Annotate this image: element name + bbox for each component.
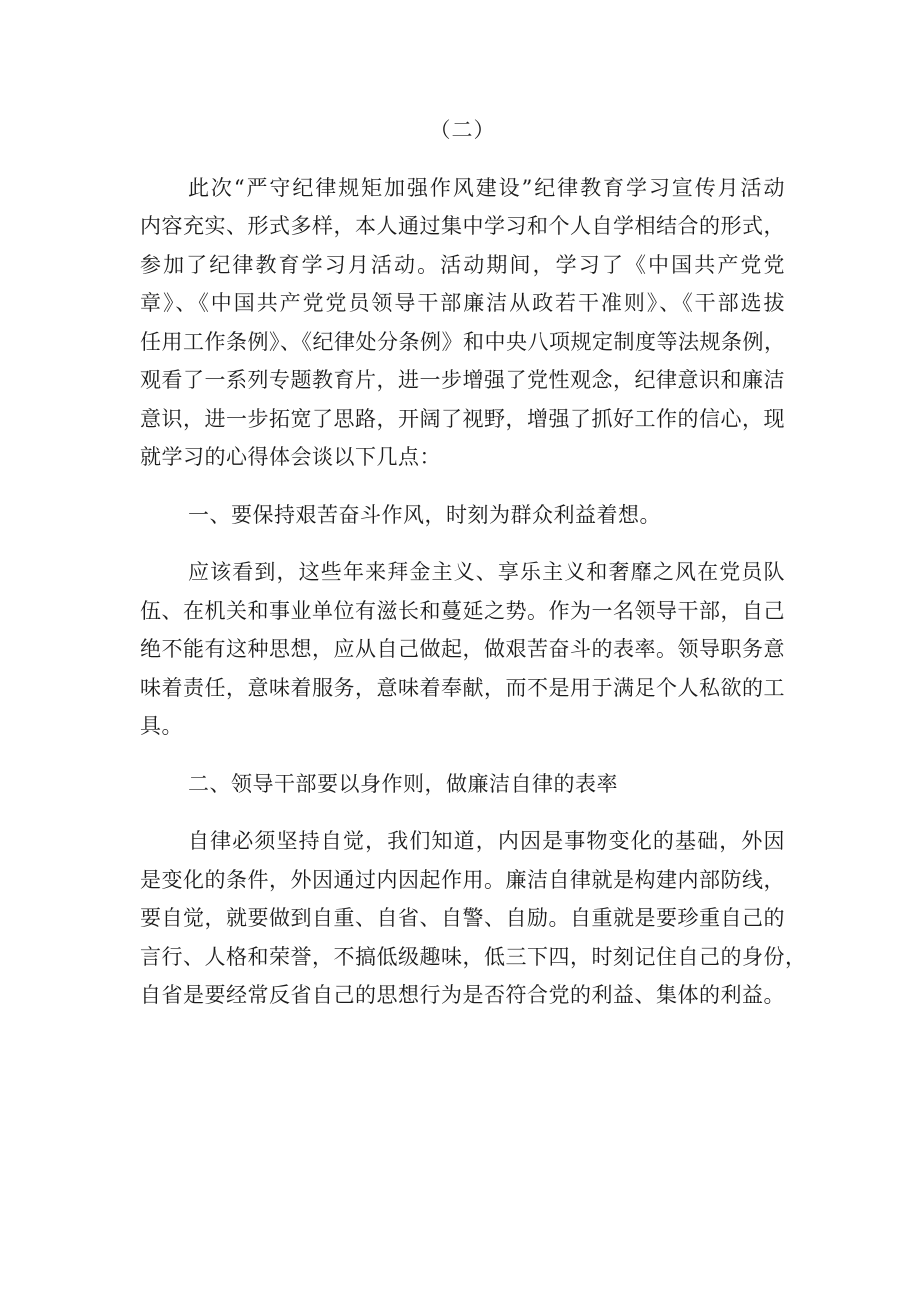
text-line: 此次“严守纪律规矩加强作风建设”纪律教育学习宣传月活动 (188, 175, 785, 200)
text-line: 任用工作条例》、《纪律处分条例》和中央八项规定制度等法规条例， (140, 329, 786, 354)
paragraph-list (140, 169, 807, 1015)
text-line: 是变化的条件，外因通过内因起作用。廉洁自律就是构建内部防线， (140, 867, 785, 892)
text-line: 二、领导干部要以身作则，做廉洁自律的表率 (188, 771, 618, 796)
text-line: 自律必须坚持自觉，我们知道，内因是事物变化的基础，外因 (188, 829, 785, 853)
text-line: 言行、人格和荣誉，不搞低级趣味，低三下四，时刻记住自己的身份， (140, 944, 807, 969)
text-line: 伍、在机关和事业单位有滋长和蔓延之势。作为一名领导干部，自己 (140, 598, 785, 623)
body-paragraph (140, 553, 785, 746)
text-line: 绝不能有这种思想，应从自己做起，做艰苦奋斗的表率。领导职务意 (140, 637, 785, 661)
text-line: 应该看到，这些年来拜金主义、享乐主义和奢靡之风在党员队 (188, 560, 785, 584)
section-heading (140, 496, 785, 535)
section-heading (140, 765, 785, 804)
text-line: 具。 (140, 714, 183, 738)
text-line: 就学习的心得体会谈以下几点： (140, 445, 441, 469)
text-line: 自省是要经常反省自己的思想行为是否符合党的利益、集体的利益。 (140, 983, 785, 1007)
body-paragraph (140, 169, 785, 477)
text-line: 意识，进一步拓宽了思路，开阔了视野，增强了抓好工作的信心，现 (140, 406, 785, 431)
text-line: 要自觉，就要做到自重、自省、自警、自励。自重就是要珍重自己的 (140, 906, 785, 930)
text-line: 观看了一系列专题教育片，进一步增强了党性观念，纪律意识和廉洁 (140, 368, 785, 392)
text-line: 参加了纪律教育学习月活动。活动期间，学习了《中国共产党党 (140, 252, 785, 277)
text-line: 内容充实、形式多样，本人通过集中学习和个人自学相结合的形式， (140, 214, 785, 238)
text-line: 一、要保持艰苦奋斗作风，时刻为群众利益着想。 (188, 502, 661, 527)
document-title: （二） (429, 118, 496, 142)
text-line: 味着责任，意味着服务，意味着奉献，而不是用于满足个人私欲的工 (140, 675, 785, 700)
document-body (140, 111, 807, 1034)
text-line: 章》、《中国共产党党员领导干部廉洁从政若干准则》、《干部选拔 (140, 291, 785, 315)
body-paragraph (140, 822, 807, 1015)
